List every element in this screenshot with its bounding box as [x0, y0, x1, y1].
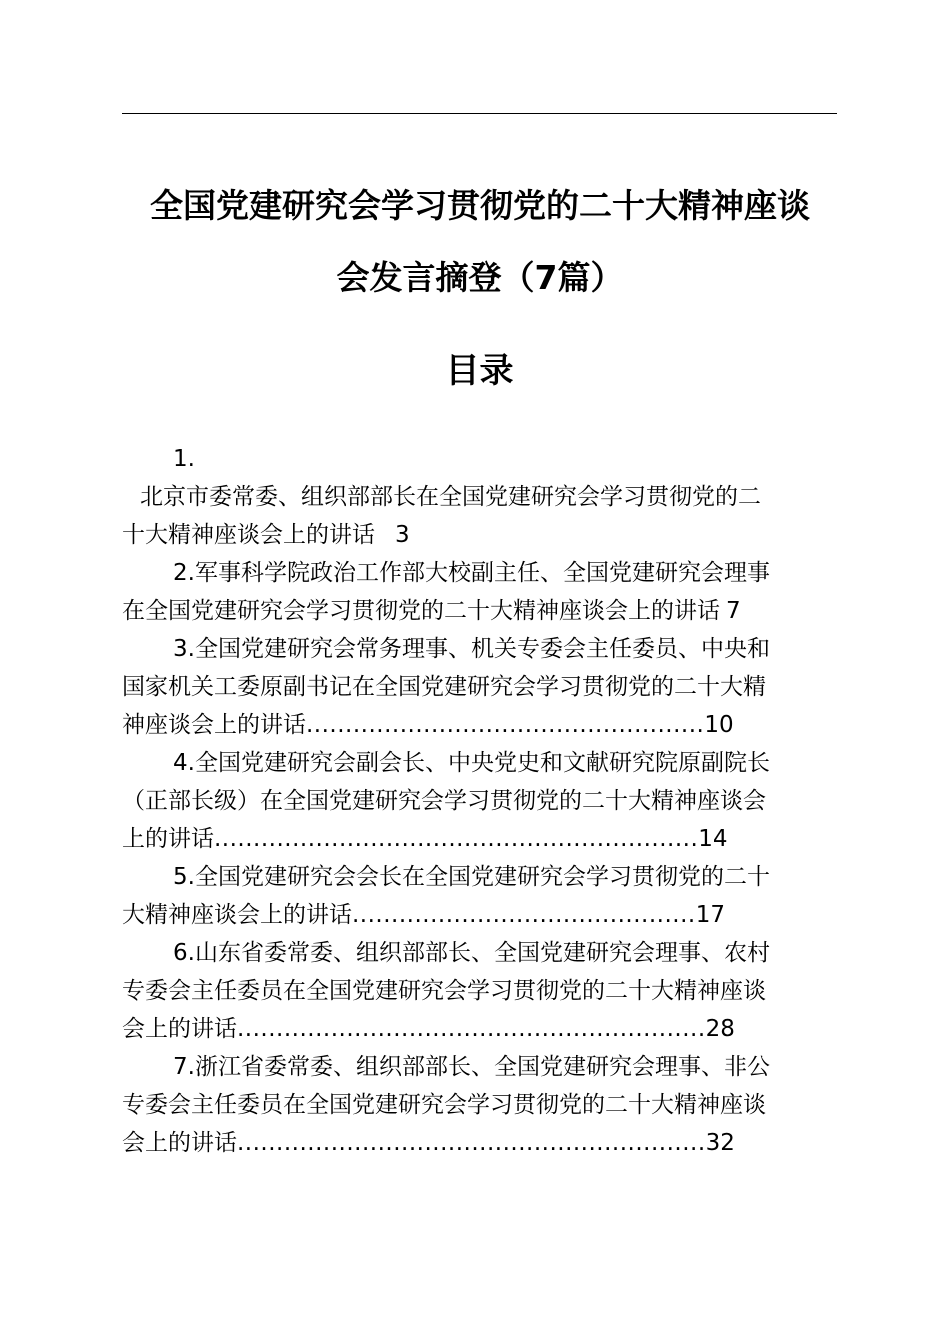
toc-entry-6-line-1: 6.山东省委常委、组织部部长、全国党建研究会理事、农村: [173, 940, 770, 966]
document-title-line-2: 会发言摘登（7篇）: [336, 258, 624, 297]
toc-entry-7-page: 32: [705, 1130, 735, 1156]
toc-entry-4-leader: ..............................................................: [214, 826, 699, 852]
top-rule: [122, 113, 837, 114]
document-title: [100, 170, 860, 314]
toc-entry-4-line-2: （正部长级）在全国党建研究会学习贯彻党的二十大精神座谈会: [122, 788, 766, 814]
toc-entry-6-text: 会上的讲话: [122, 1016, 237, 1042]
toc-entry-2[interactable]: [122, 554, 837, 630]
toc-entry-3-line-2: 国家机关工委原副书记在全国党建研究会学习贯彻党的二十大精: [122, 674, 766, 700]
toc-entry-1-line-2: [122, 516, 837, 554]
toc-entry-3-leader: ...................................................: [306, 712, 705, 738]
toc-entry-1-page: 3: [395, 522, 410, 548]
document-title-line-1: 全国党建研究会学习贯彻党的二十大精神座谈: [150, 186, 810, 225]
toc-heading: 目录: [445, 351, 514, 391]
toc-entry-7-leader: ............................................................: [237, 1130, 706, 1156]
toc-entry-2-page: 7: [726, 598, 741, 624]
toc-entry-5-text: 大精神座谈会上的讲话: [122, 902, 352, 928]
toc-entry-1[interactable]: [122, 440, 837, 554]
table-of-contents: [122, 440, 837, 1162]
toc-entry-6-line-2: 专委会主任委员在全国党建研究会学习贯彻党的二十大精神座谈: [122, 978, 766, 1004]
toc-entry-7-line-2: 专委会主任委员在全国党建研究会学习贯彻党的二十大精神座谈: [122, 1092, 766, 1118]
toc-entry-7-line-3: [122, 1124, 837, 1162]
toc-entry-6-line-3: [122, 1010, 837, 1048]
toc-entry-1-text: 十大精神座谈会上的讲话: [122, 522, 375, 548]
toc-entry-7-line-1: 7.浙江省委常委、组织部部长、全国党建研究会理事、非公: [173, 1054, 770, 1080]
toc-entry-1-number: 1.: [173, 446, 195, 472]
toc-entry-4-line-1: 4.全国党建研究会副会长、中央党史和文献研究院原副院长: [173, 750, 770, 776]
toc-entry-5-page: 17: [695, 902, 725, 928]
toc-entry-3-line-3: [122, 706, 837, 744]
toc-entry-6[interactable]: [122, 934, 837, 1048]
toc-entry-3-text: 神座谈会上的讲话: [122, 712, 306, 738]
toc-entry-6-leader: ............................................................: [237, 1016, 706, 1042]
toc-entry-6-page: 28: [705, 1016, 735, 1042]
toc-entry-5[interactable]: [122, 858, 837, 934]
toc-entry-4-line-3: [122, 820, 837, 858]
toc-entry-4[interactable]: [122, 744, 837, 858]
toc-entry-3[interactable]: [122, 630, 837, 744]
toc-entry-4-page: 14: [698, 826, 728, 852]
toc-entry-1-line-1: 北京市委常委、组织部部长在全国党建研究会学习贯彻党的二: [140, 484, 761, 510]
toc-entry-3-page: 10: [704, 712, 734, 738]
toc-entry-7[interactable]: [122, 1048, 837, 1162]
toc-entry-2-line-1: 2.军事科学院政治工作部大校副主任、全国党建研究会理事: [173, 560, 770, 586]
toc-entry-4-text: 上的讲话: [122, 826, 214, 852]
toc-entry-2-line-2: [122, 592, 837, 630]
toc-entry-2-text: 在全国党建研究会学习贯彻党的二十大精神座谈会上的讲话: [122, 598, 720, 624]
toc-entry-3-line-1: 3.全国党建研究会常务理事、机关专委会主任委员、中央和: [173, 636, 770, 662]
toc-entry-5-line-2: [122, 896, 837, 934]
toc-entry-7-text: 会上的讲话: [122, 1130, 237, 1156]
toc-entry-5-line-1: 5.全国党建研究会会长在全国党建研究会学习贯彻党的二十: [173, 864, 770, 890]
toc-entry-5-leader: ............................................: [352, 902, 696, 928]
